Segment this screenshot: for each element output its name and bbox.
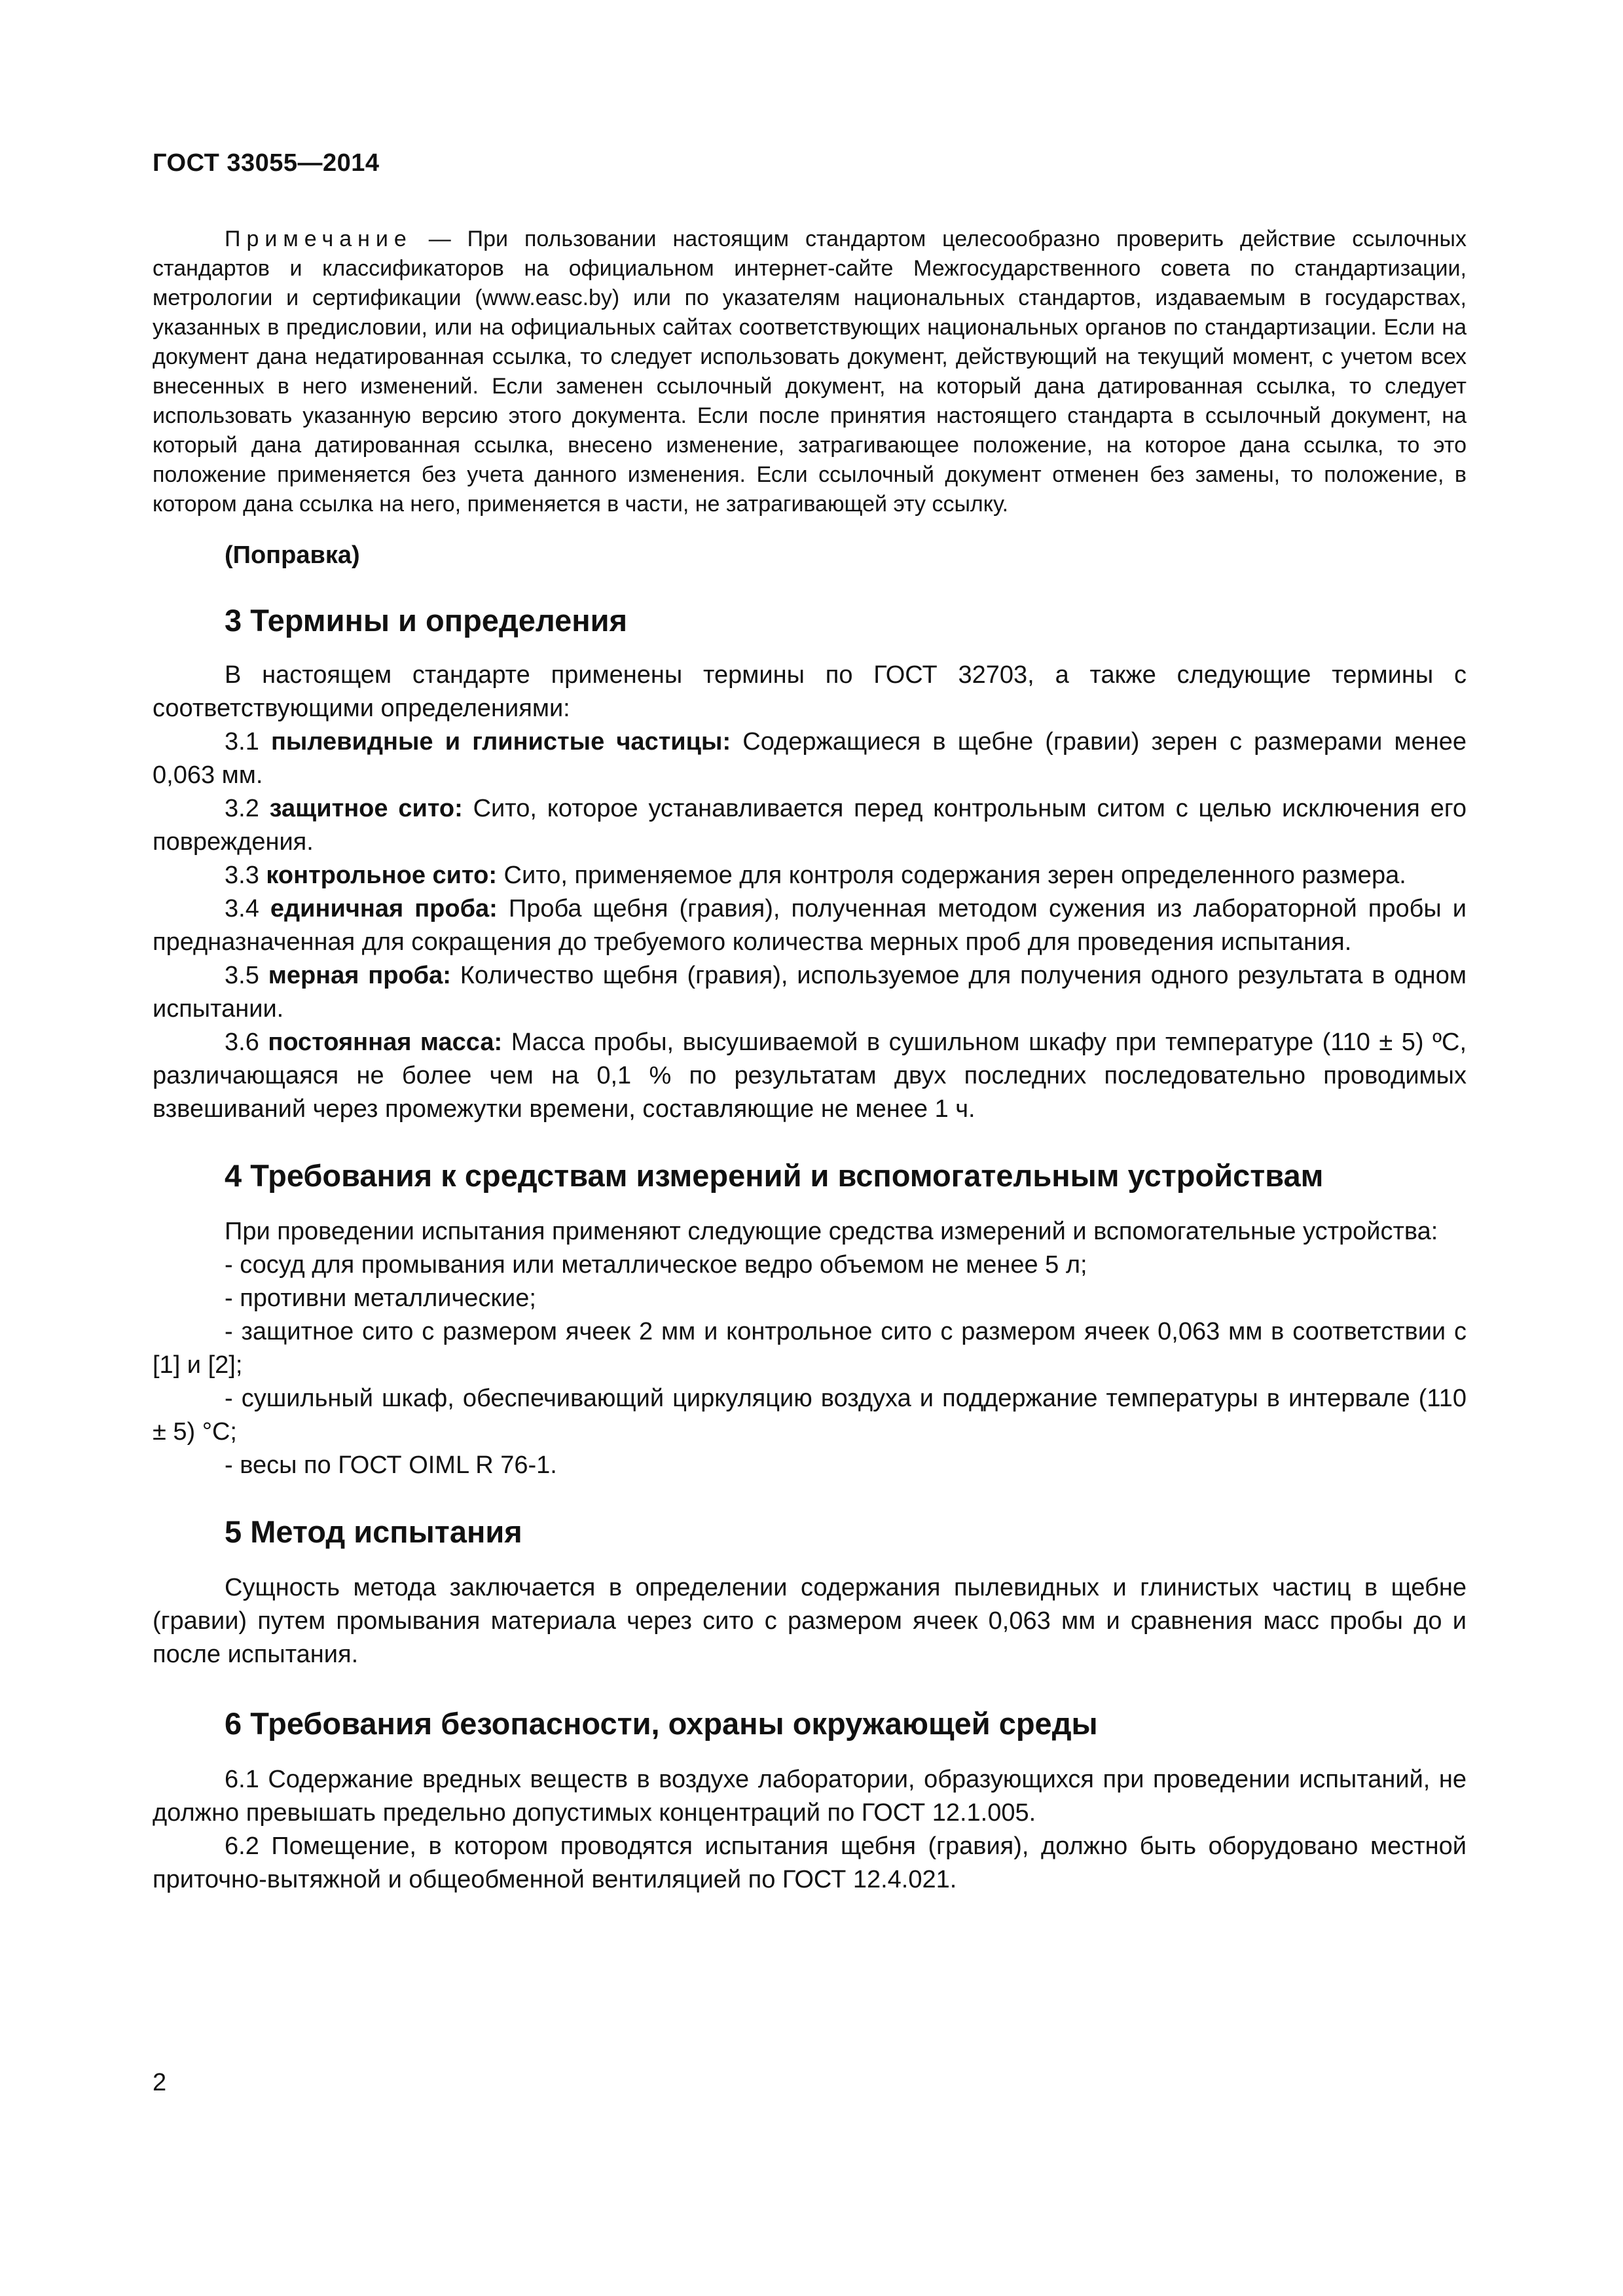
term-name: постоянная масса:: [268, 1029, 503, 1056]
section-6-paragraph: 6.2 Помещение, в котором проводятся испытания щебня (гравия), должно быть оборудовано местной приточно-вытяжной и общеобменной вентиляцией по ГОСТ 12.4.021.: [153, 1832, 1467, 1893]
term-definition: [153, 892, 1467, 959]
term-number: 3.2: [225, 795, 270, 822]
term-definition: [153, 859, 1467, 892]
note-paragraph: [153, 225, 1467, 519]
term-name: пылевидные и глинистые частицы:: [270, 728, 731, 756]
section-5-text: Сущность метода заключается в определении содержания пылевидных и глинистых частиц в щебне (гравии) путем промывания материала через сито с размером ячеек 0,063 мм и сравнения масс пробы до и после испытания.: [153, 1574, 1467, 1668]
equipment-list-item: - сушильный шкаф, обеспечивающий циркуляцию воздуха и поддержание температуры в интервале (110 ± 5) °С;: [153, 1385, 1467, 1446]
term-definition-text: Масса пробы, высушиваемой в сушильном шкафу при температуре (110 ± 5) ºС, различающаяся не более чем на 0,1 % по результатам двух последних последовательно проводимых взвешиваний через промежутки времени, составляющие не менее 1 ч.: [153, 1029, 1467, 1123]
note-label: Примечание: [225, 227, 412, 251]
term-definition: [153, 725, 1467, 792]
term-number: 3.5: [225, 962, 268, 989]
section-4-heading: 4 Требования к средствам измерений и вспомогательным устройствам: [225, 1158, 1324, 1193]
section-5-heading: 5 Метод испытания: [225, 1514, 522, 1549]
section-6-heading: 6 Требования безопасности, охраны окружающей среды: [225, 1706, 1098, 1741]
term-definition: [153, 1026, 1467, 1126]
term-number: 3.4: [225, 895, 270, 922]
section-6-paragraph: 6.1 Содержание вредных веществ в воздухе лаборатории, образующихся при проведении испытаний, не должно превышать предельно допустимых концентраций по ГОСТ 12.1.005.: [153, 1766, 1467, 1827]
term-definition-text: Содержащиеся в щебне (гравии) зерен с размерами менее 0,063 мм.: [153, 728, 1467, 789]
term-number: 3.3: [225, 862, 266, 889]
section-3-intro: В настоящем стандарте применены термины по ГОСТ 32703, а также следующие термины с соответствующими определениями:: [153, 661, 1467, 722]
equipment-list-item: - весы по ГОСТ OIML R 76-1.: [225, 1451, 557, 1479]
note-text: — При пользовании настоящим стандартом целесообразно проверить действие ссылочных стандартов и классификаторов на официальном интернет-сайте Межгосударственного совета по стандартизации, метрологии и сертификации (www.easc.by) или по указателям национальных стандартов, издаваемым в государствах, указанных в предисловии, или на официальных сайтах соответствующих национальных органов по стандартизации. Если на документ дана недатированная ссылка, то следует использовать документ, действующий на текущий момент, с учетом всех внесенных в него изменений. Если заменен ссылочный документ, на который дана датированная ссылка, то следует использовать указанную версию этого документа. Если после принятия настоящего стандарта в ссылочный документ, на который дана датированная ссылка, внесено изменение, затрагивающее положение, на которое дана ссылка, то это положение применяется без учета данного изменения. Если ссылочный документ отменен без замены, то положение, в котором дана ссылка на него, применяется в части, не затрагивающей эту ссылку.: [153, 227, 1467, 517]
equipment-list-item: - противни металлические;: [225, 1285, 536, 1312]
term-number: 3.6: [225, 1029, 268, 1056]
equipment-list-item: - сосуд для промывания или металлическое ведро объемом не менее 5 л;: [225, 1251, 1087, 1279]
equipment-list-item: - защитное сито с размером ячеек 2 мм и контрольное сито с размером ячеек 0,063 мм в соответствии с [1] и [2];: [153, 1318, 1467, 1379]
section-3-heading: 3 Термины и определения: [225, 603, 627, 638]
term-definition-text: Количество щебня (гравия), используемое для получения одного результата в одном испытании.: [153, 962, 1467, 1023]
document-code-header: ГОСТ 33055—2014: [153, 149, 380, 177]
term-definition-text: Сито, применяемое для контроля содержания зерен определенного размера.: [497, 862, 1406, 889]
term-definition-text: Сито, которое устанавливается перед контрольным ситом с целью исключения его повреждения.: [153, 795, 1467, 856]
page-content: [153, 225, 1467, 1897]
correction-label: (Поправка): [225, 541, 360, 569]
section-4-intro: При проведении испытания применяют следующие средства измерений и вспомогательные устройства:: [225, 1218, 1438, 1245]
term-definition: [153, 792, 1467, 859]
term-definition: [153, 959, 1467, 1026]
term-name: мерная проба:: [268, 962, 451, 989]
term-definition-text: Проба щебня (гравия), полученная методом сужения из лабораторной пробы и предназначенная для сокращения до требуемого количества мерных проб для проведения испытания.: [153, 895, 1467, 956]
term-name: единичная проба:: [270, 895, 498, 922]
term-number: 3.1: [225, 728, 271, 756]
term-name: защитное сито:: [269, 795, 463, 822]
page-number: 2: [153, 2069, 167, 2096]
term-name: контрольное сито:: [266, 862, 497, 889]
